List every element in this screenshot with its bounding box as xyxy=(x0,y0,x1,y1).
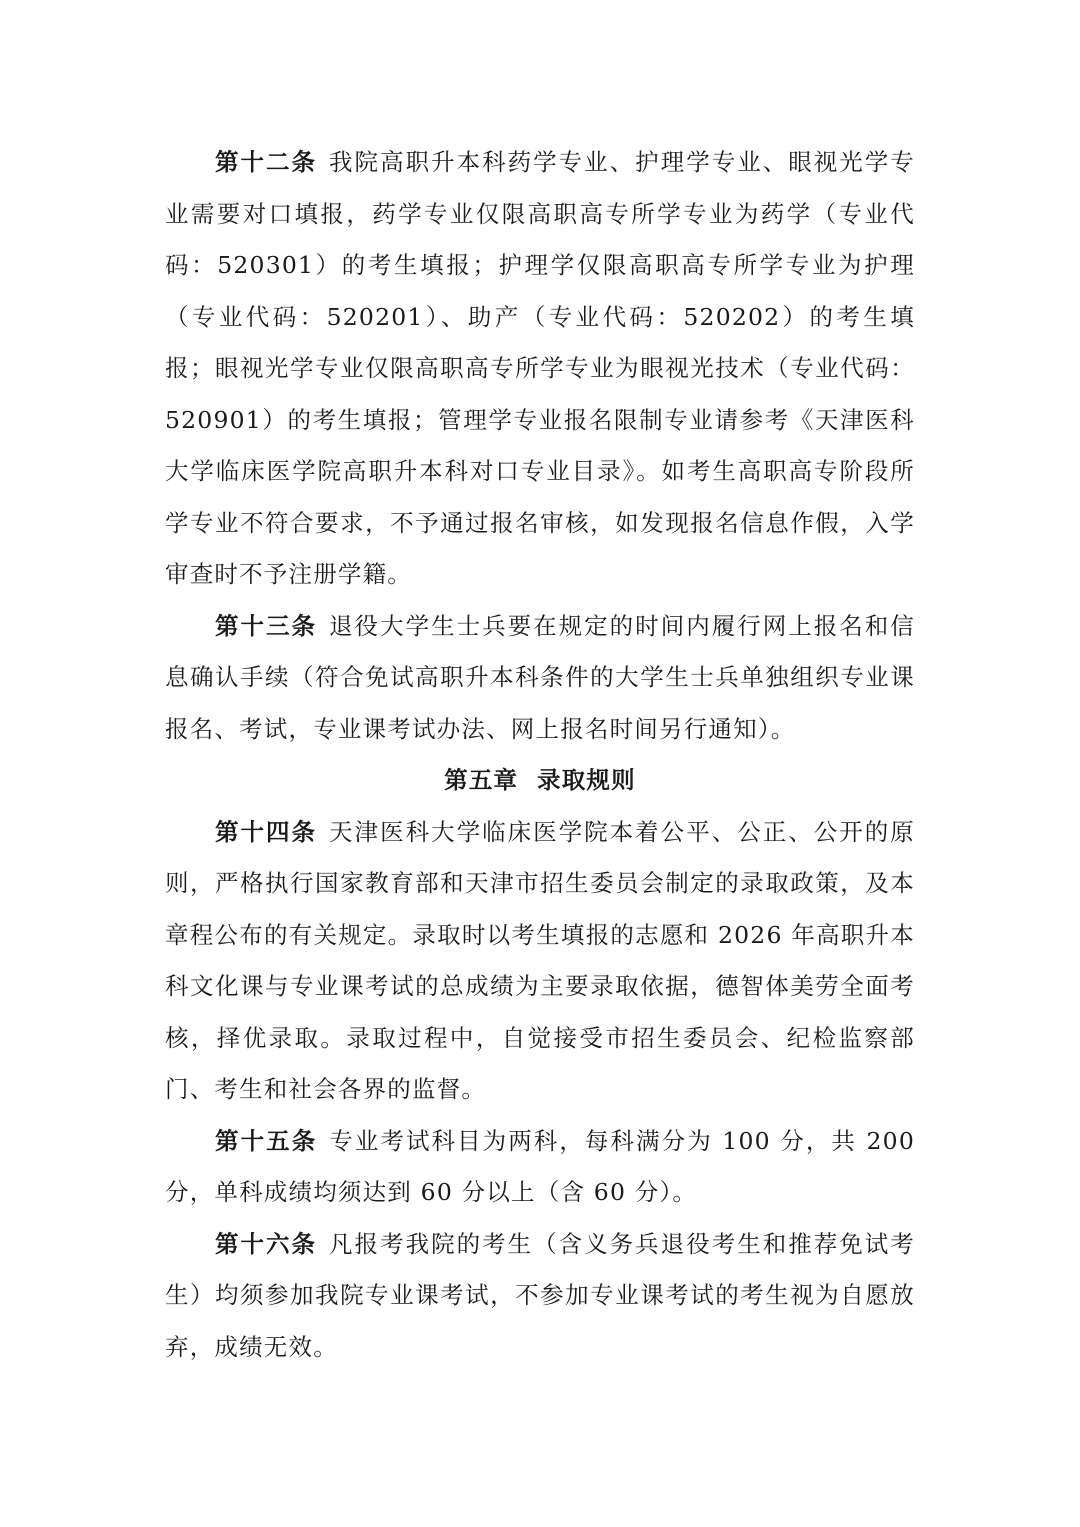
article-12 xyxy=(165,137,915,601)
article-15-number: 第十五条 xyxy=(215,1126,318,1155)
article-16-text: 凡报考我院的考生（含义务兵退役考生和推荐免试考生）均须参加我院专业课考试，不参加专业课考试的考生视为自愿放弃，成绩无效。 xyxy=(165,1229,915,1361)
article-15 xyxy=(165,1116,915,1219)
article-13 xyxy=(165,601,915,756)
article-14-text: 天津医科大学临床医学院本着公平、公正、公开的原则，严格执行国家教育部和天津市招生委员会制定的录取政策，及本章程公布的有关规定。录取时以考生填报的志愿和 2026 年高职升本科文化课与专业课考试的总成绩为主要录取依据，德智体美劳全面考核，择优录取。录取过程中，自觉接受市招生委员会、纪检监察部门、考生和社会各界的监督。 xyxy=(165,817,915,1103)
article-14-number: 第十四条 xyxy=(215,817,318,846)
article-12-text: 我院高职升本科药学专业、护理学专业、眼视光学专业需要对口填报，药学专业仅限高职高专所学专业为药学（专业代码：520301）的考生填报；护理学仅限高职高专所学专业为护理（专业代码：520201）、助产（专业代码：520202）的考生填报；眼视光学专业仅限高职高专所学专业为眼视光技术（专业代码：520901）的考生填报；管理学专业报名限制专业请参考《天津医科大学临床医学院高职升本科对口专业目录》。如考生高职高专阶段所学专业不符合要求，不予通过报名审核，如发现报名信息作假，入学审查时不予注册学籍。 xyxy=(165,148,915,588)
chapter-heading: 第五章 录取规则 xyxy=(444,766,636,794)
article-12-number: 第十二条 xyxy=(215,148,318,176)
article-14 xyxy=(165,807,915,1116)
article-15-text: 专业考试科目为两科，每科满分为 100 分，共 200 分，单科成绩均须达到 60 分以上（含 60 分）。 xyxy=(165,1126,915,1206)
article-16 xyxy=(165,1219,915,1374)
document-page xyxy=(165,137,915,1373)
article-16-number: 第十六条 xyxy=(215,1229,318,1258)
article-13-number: 第十三条 xyxy=(215,611,318,640)
article-13-text: 退役大学生士兵要在规定的时间内履行网上报名和信息确认手续（符合免试高职升本科条件的大学生士兵单独组织专业课报名、考试，专业课考试办法、网上报名时间另行通知）。 xyxy=(165,611,915,743)
